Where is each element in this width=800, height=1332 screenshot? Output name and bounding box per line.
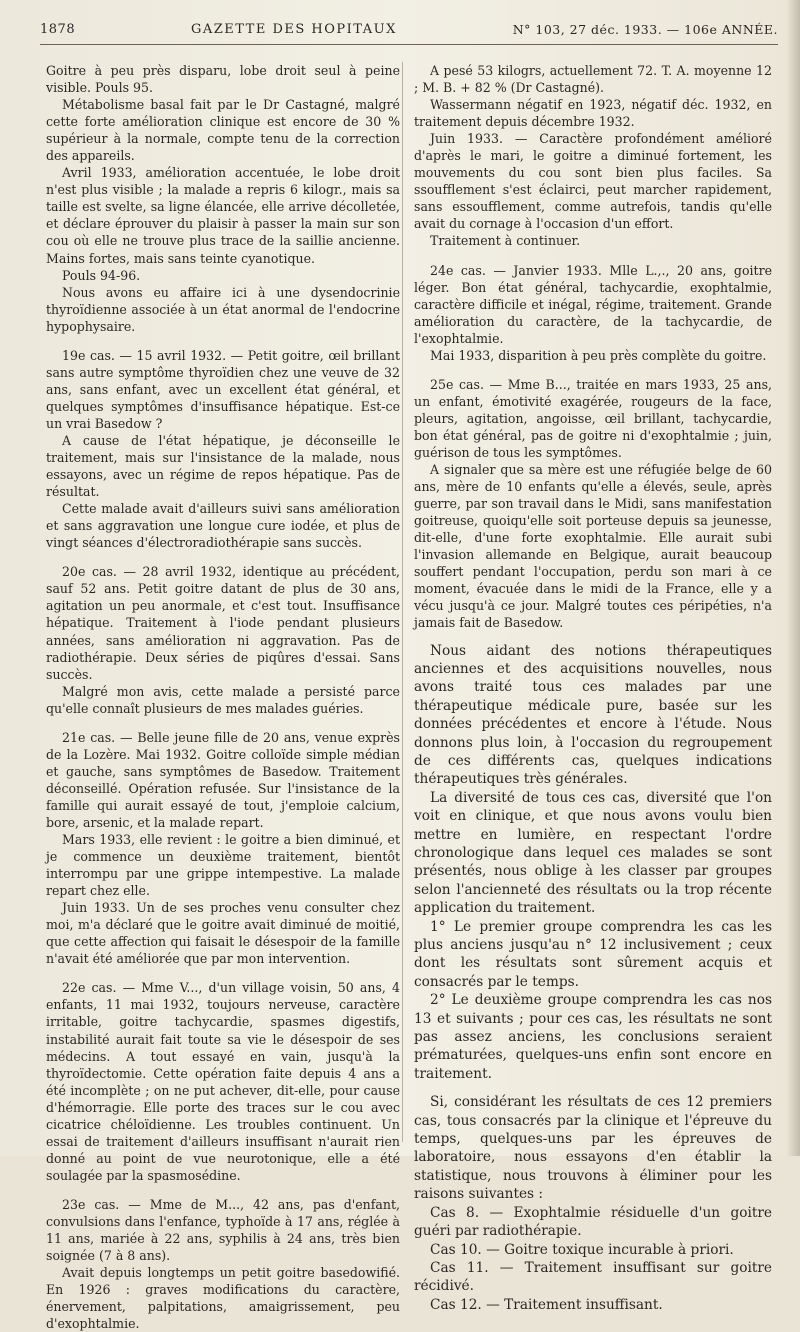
paragraph: Cas 12. — Traitement insuffisant. [430,1296,663,1313]
paragraph: 19e cas. — 15 avril 1932. — Petit goitre, œil brillant sans autre symptôme thyroïdien chez une veuve de 32 ans, sans enfant, avec un excellent état général, et quelques symptômes d'insuffisance hépatique. Est-ce un vrai Basedow ? [46,347,400,431]
paragraph: 20e cas. — 28 avril 1932, identique au précédent, sauf 52 ans. Petit goitre datant de plus de 30 ans, agitation un peu anormale, et c'est tout. Insuffisance hépatique. Traitement à l'iode pendant plusieurs années, sans amélioration ni aggravation. Pas de radiothérapie. Deux séries de piqûres d'essai. Sans succès. [46,564,400,682]
page-edge-shadow [786,0,800,1156]
paragraph: 2° Le deuxième groupe comprendra les cas nos 13 et suivants ; pour ces cas, les résultats ne sont pas assez anciens, les conclusions seraient prématurées, quelques-uns enfin sont encore en traitement. [414,992,772,1082]
column-divider [402,62,403,1142]
paragraph: Juin 1933. — Caractère profondément amélioré d'après le mari, le goitre a diminué fortement, les mouvements du cou sont bien plus faciles. Sa ssoufflement s'est éclairci, peut marcher rapidement, sans essoufflement, comme autrefois, tandis qu'elle avait du cornage à l'occasion d'un effort. [414,131,772,232]
paragraph: A pesé 53 kilogrs, actuellement 72. T. A. moyenne 12 ; M. B. + 82 % (Dr Castagné). [414,63,772,96]
page-header [40,14,778,45]
issue-info: N° 103, 27 déc. 1933. — 106e ANNÉE. [512,21,778,37]
paragraph: Avril 1933, amélioration accentuée, le lobe droit n'est plus visible ; la malade a repris 6 kilogr., mais sa taille est svelte, sa ligne élancée, elle arrive décolletée, et déclare éprouver du plaisir à passer la main sur son cou où elle ne trouve plus trace de la saillie ancienne. Mains fortes, mais sans teinte cyanotique. [46,165,400,266]
paragraph: Wassermann négatif en 1923, négatif déc. 1932, en traitement depuis décembre 1932. [414,97,772,130]
paragraph: 24e cas. — Janvier 1933. Mlle L.,., 20 ans, goitre léger. Bon état général, tachycardie, exophtalmie, caractère difficile et inégal, régime, traitement. Grande amélioration du caractère, de la tachycardie, de l'exophtalmie. [414,262,772,346]
paragraph: Pouls 94-96. [62,267,141,283]
journal-title: GAZETTE DES HOPITAUX [190,21,397,37]
right-column [414,62,772,1314]
paragraph: Cas 11. — Traitement insuffisant sur goitre récidivé. [414,1259,772,1295]
paragraph: Traitement à continuer. [430,233,581,249]
paragraph: 25e cas. — Mme B..., traitée en mars 1933, 25 ans, un enfant, émotivité exagérée, rougeurs de la face, pleurs, agitation, angoisse, œil brillant, tachycardie, bon état général, pas de goitre ni d'exophtalmie ; juin, guérison de tous les symptômes. [414,376,772,460]
paragraph: Malgré mon avis, cette malade a persisté parce qu'elle connaît plusieurs de mes malades guéries. [46,683,400,716]
paragraph: Mars 1933, elle revient : le goitre a bien diminué, et je commence un deuxième traitement, bientôt interrompu par une grippe intempestive. La malade repart chez elle. [46,832,400,899]
paragraph: Nous avons eu affaire ici à une dysendocrinie thyroïdienne associée à un état anormal de l'endocrine hypophysaire. [46,284,400,334]
paragraph: A signaler que sa mère est une réfugiée belge de 60 ans, mère de 10 enfants qu'elle a élevés, seule, après guerre, par son travail dans le Midi, sans manifestation goitreuse, quoiqu'elle soit porteuse depuis sa jeunesse, dit-elle, d'une forte exophtalmie. Elle aurait subi l'invasion allemande en Belgique, aurait beaucoup souffert pendant l'occupation, perdu son mari à ce moment, évacuée dans le midi de la France, elle y a vécu jusqu'à ce jour. Malgré toutes ces péripéties, n'a jamais fait de Basedow. [414,462,772,631]
paragraph: 1° Le premier groupe comprendra les cas les plus anciens jusqu'au n° 12 inclusivement ; ceux dont les résultats sont sûrement acquis et consacrés par le temps. [414,918,772,990]
paragraph: Mai 1933, disparition à peu près complète du goitre. [430,347,767,363]
paragraph: La diversité de tous ces cas, diversité que l'on voit en clinique, et que nous avons voulu bien mettre en lumière, en respectant l'ordre chronologique dans lequel ces malades se sont présentés, nous oblige à les classer par groupes selon l'ancienneté des résultats ou la trop récente application du traitement. [414,789,772,917]
paragraph: A cause de l'état hépatique, je déconseille le traitement, mais sur l'insistance de la malade, nous essayons, avec un régime de repos hépatique. Pas de résultat. [46,432,400,500]
paragraph: Cette malade avait d'ailleurs suivi sans amélioration et sans aggravation une longue cure iodée, et plus de vingt séances d'électroradiothérapie sans succès. [46,501,400,551]
paragraph: Goitre à peu près disparu, lobe droit seul à peine visible. Pouls 95. [46,63,400,96]
paragraph: Avait depuis longtemps un petit goitre basedowifié. En 1926 : graves modifications du caractère, énervement, palpitations, amaigrissement, peu d'exophtalmie. [46,1265,400,1332]
paragraph: 22e cas. — Mme V..., d'un village voisin, 50 ans, 4 enfants, 11 mai 1932, toujours nerveuse, caractère irritable, goitre tachycardie, spasmes digestifs, instabilité aurait fait toute sa vie le désespoir de ses médecins. A tout essayé en vain, jusqu'à la thyroïdectomie. Cette opération faite depuis 4 ans a été incomplète ; on ne put achever, dit-elle, pour cause d'hémorragie. Elle porte des traces sur le cou avec cicatrice chéloïdienne. Les troubles continuent. Un essai de traitement d'ailleurs insuffisant n'aurait rien donné au point de vue neurotonique, elle a été soulagée par la spasmosédine. [46,980,400,1183]
paragraph: 21e cas. — Belle jeune fille de 20 ans, venue exprès de la Lozère. Mai 1932. Goitre colloïde simple médian et gauche, sans symptômes de Basedow. Traitement déconseillé. Opération refusée. Sur l'insistance de la famille qui aurait essayé de tout, j'emploie calcium, bore, arsenic, et la malade repart. [46,729,400,830]
paragraph: Si, considérant les résultats de ces 12 premiers cas, tous consacrés par la clinique et l'épreuve du temps, quelques-uns par les épreuves de laboratoire, nous essayons d'en établir la statistique, nous trouvons à éliminer pour les raisons suivantes : [414,1094,772,1203]
paragraph: Juin 1933. Un de ses proches venu consulter chez moi, m'a déclaré que le goitre avait diminué de moitié, que cette affection qui faisait le désespoir de la famille n'avait été améliorée que par mon intervention. [46,900,400,967]
paragraph: Métabolisme basal fait par le Dr Castagné, malgré cette forte amélioration clinique est encore de 30 % supérieur à la normale, compte tenu de la correction des appareils. [46,97,400,164]
paragraph: Cas 10. — Goitre toxique incurable à priori. [430,1241,734,1258]
page-number: 1878 [40,21,76,37]
paragraph: Cas 8. — Exophtalmie résiduelle d'un goitre guéri par radiothérapie. [414,1204,772,1240]
paragraph: Nous aidant des notions thérapeutiques anciennes et des acquisitions nouvelles, nous avons traité tous ces malades par une thérapeutique médicale pure, basée sur les données précédentes et encore à l'étude. Nous donnons plus loin, à l'occasion du regroupement de ces différents cas, quelques indications thérapeutiques très générales. [414,642,772,788]
paragraph: 23e cas. — Mme de M..., 42 ans, pas d'enfant, convulsions dans l'enfance, typhoïde à 17 ans, réglée à 11 ans, mariée à 22 ans, syphilis à 24 ans, très bien soignée (7 à 8 ans). [46,1196,400,1264]
left-column [46,62,400,1332]
